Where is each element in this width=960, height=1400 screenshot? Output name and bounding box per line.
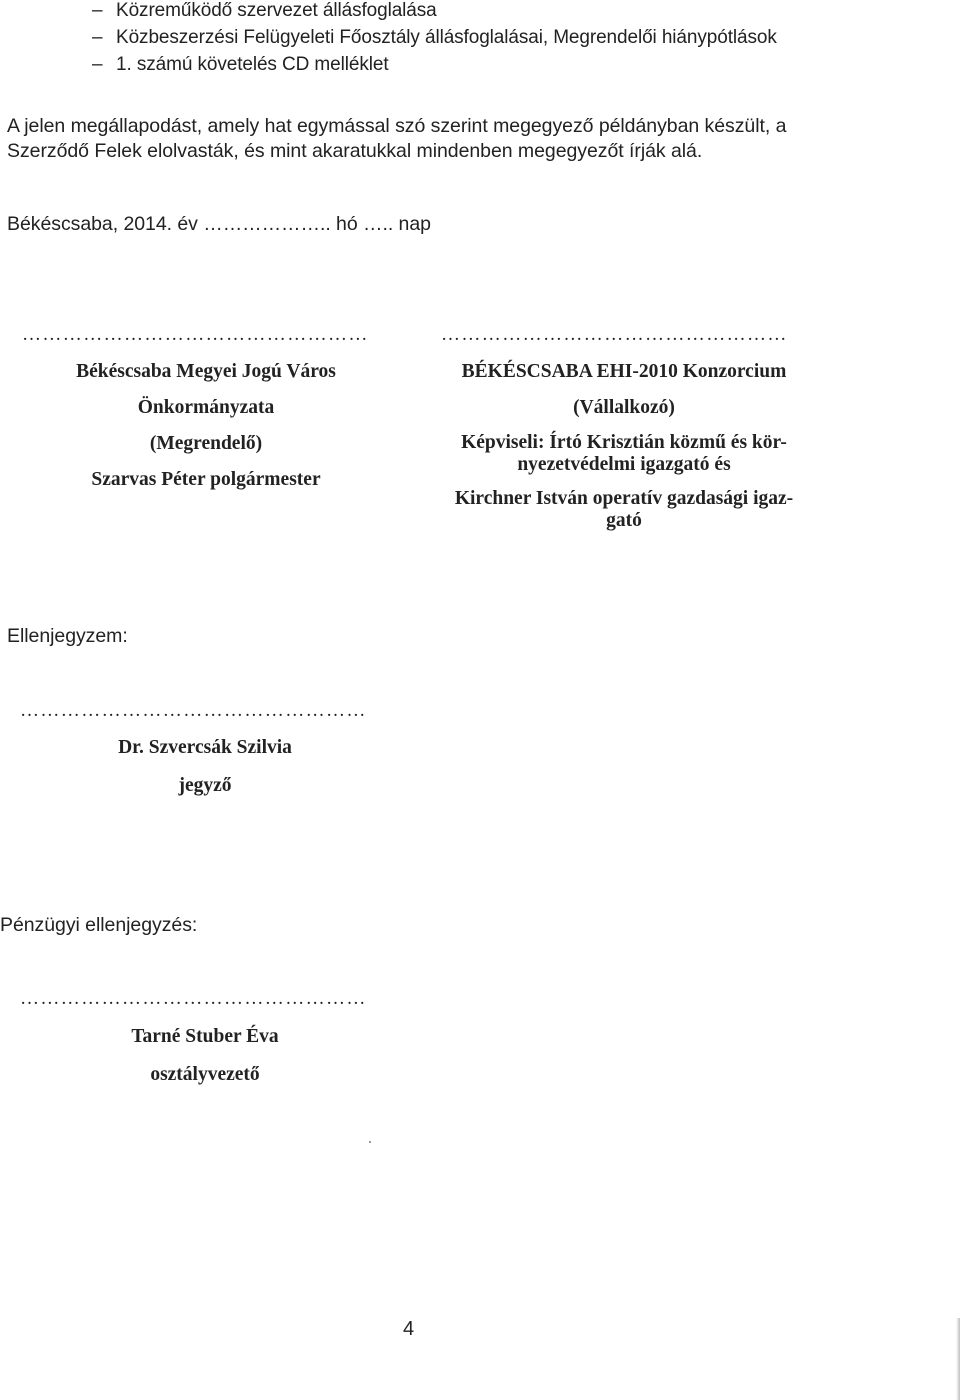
contractor-representative-line-4: gató bbox=[606, 510, 642, 531]
contractor-name: BÉKÉSCSABA EHI-2010 Konzorcium bbox=[461, 361, 787, 382]
contractor-representative-line-2: nyezetvédelmi igazgató és bbox=[517, 454, 731, 475]
list-item bbox=[92, 0, 437, 22]
financial-signature-line: …………………………………………… bbox=[20, 988, 367, 1009]
agreement-paragraph-line-2: Szerződő Felek elolvasták, és mint akaratukkal mindenben megegyezőt írják alá. bbox=[7, 140, 703, 162]
list-dash: – bbox=[92, 54, 103, 75]
scan-edge-shadow bbox=[956, 1318, 960, 1400]
financial-countersign-block bbox=[20, 1021, 390, 1091]
list-item-text: 1. számú követelés CD melléklet bbox=[116, 54, 389, 75]
countersign-label: Ellenjegyzem: bbox=[7, 625, 128, 647]
contractor-role: (Vállalkozó) bbox=[573, 397, 675, 418]
contractor-representative-line-1: Képviseli: Írtó Krisztián közmű és kör- bbox=[461, 432, 787, 453]
client-name-line-1: Békéscsaba Megyei Jogú Város bbox=[76, 361, 336, 382]
signature-line-right: …………………………………………… bbox=[441, 324, 788, 345]
list-item-text: Közreműködő szervezet állásfoglalása bbox=[116, 0, 437, 21]
signature-line-left: …………………………………………… bbox=[22, 324, 369, 345]
financial-name: Tarné Stuber Éva bbox=[131, 1026, 279, 1047]
countersign-signature-line: …………………………………………… bbox=[20, 700, 367, 721]
agreement-paragraph-line-1: A jelen megállapodást, amely hat egymással szó szerint megegyező példányban készült, a bbox=[7, 115, 787, 137]
signature-block-client bbox=[22, 356, 390, 500]
list-item-text: Közbeszerzési Felügyeleti Főosztály állásfoglalásai, Megrendelői hiánypótlások bbox=[116, 27, 777, 48]
list-dash: – bbox=[92, 0, 103, 21]
client-name-line-2: Önkormányzata bbox=[137, 397, 275, 418]
signature-block-contractor bbox=[428, 356, 820, 532]
list-dash: – bbox=[92, 27, 103, 48]
list-item bbox=[92, 54, 389, 76]
contractor-representative-line-3: Kirchner István operatív gazdasági igaz- bbox=[454, 488, 794, 509]
countersign-title: jegyző bbox=[178, 775, 232, 796]
list-item bbox=[92, 27, 777, 49]
countersign-name: Dr. Szvercsák Szilvia bbox=[118, 737, 292, 758]
client-role: (Megrendelő) bbox=[149, 433, 263, 454]
financial-countersign-label: Pénzügyi ellenjegyzés: bbox=[0, 914, 198, 936]
place-date-line: Békéscsaba, 2014. év ……………….. hó ….. nap bbox=[7, 213, 431, 235]
client-representative: Szarvas Péter polgármester bbox=[91, 469, 321, 490]
scan-speck bbox=[369, 1141, 371, 1143]
countersign-block bbox=[20, 732, 390, 802]
page-number: 4 bbox=[403, 1318, 415, 1340]
financial-title: osztályvezető bbox=[150, 1064, 260, 1085]
